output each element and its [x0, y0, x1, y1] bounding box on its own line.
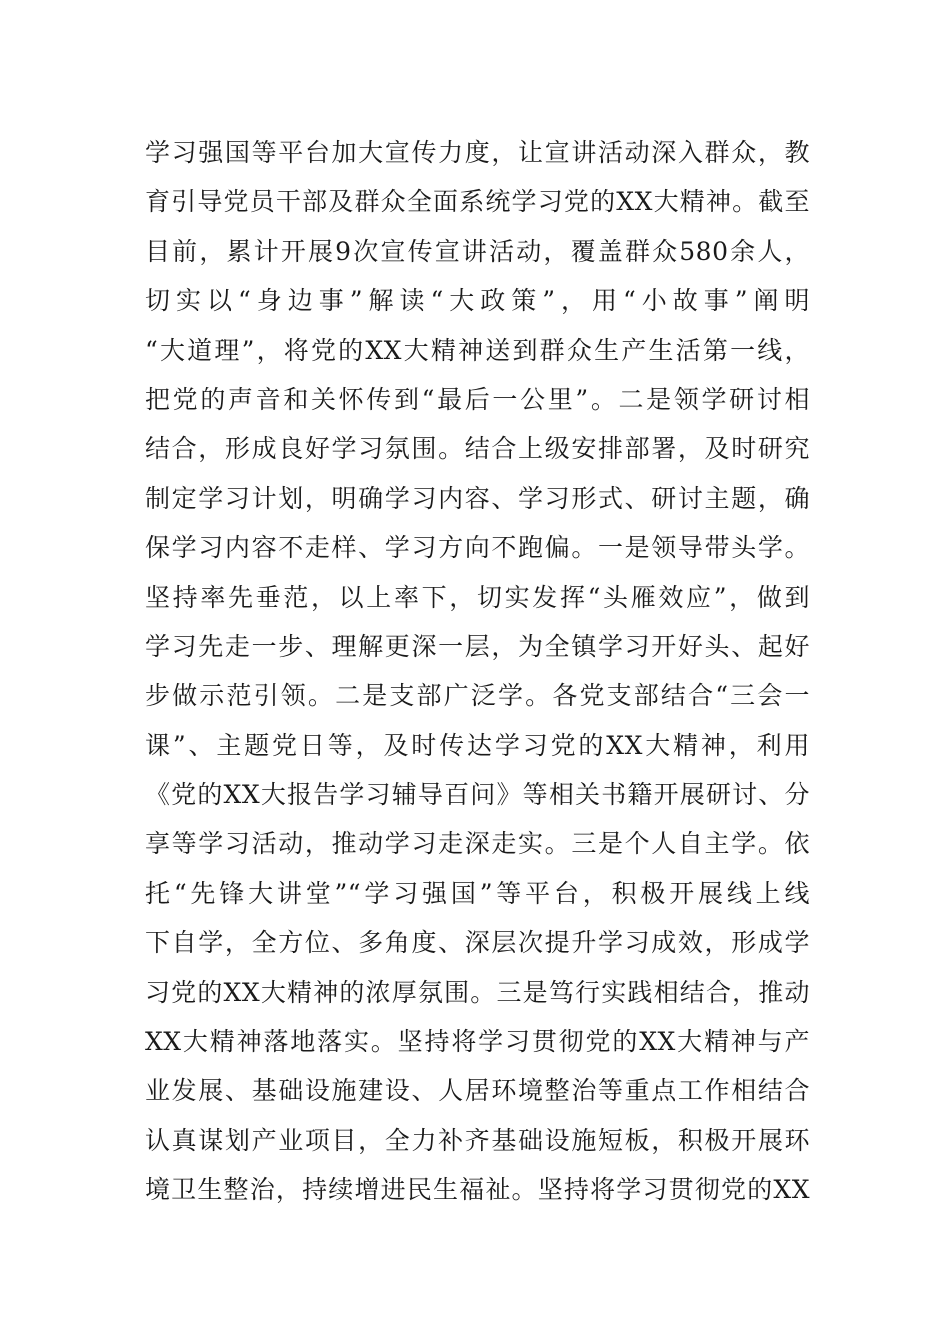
text-line: 境卫生整治，持续增进民生福祉。坚持将学习贯彻党的XX — [145, 1175, 810, 1205]
body-paragraph — [145, 128, 810, 1215]
text-line: 制定学习计划，明确学习内容、学习形式、研讨主题，确 — [145, 483, 810, 513]
text-line: 习党的XX大精神的浓厚氛围。三是笃行实践相结合，推动 — [145, 977, 810, 1007]
text-line: 课”、主题党日等，及时传达学习党的XX大精神，利用 — [145, 730, 810, 760]
text-line: 切实以“身边事”解读“大政策”，用“小故事”阐明 — [145, 286, 810, 316]
text-line: 保学习内容不走样、学习方向不跑偏。一是领导带头学。 — [145, 533, 810, 563]
text-line: 学习强国等平台加大宣传力度，让宣讲活动深入群众，教 — [145, 138, 810, 167]
text-line: 把党的声音和关怀传到“最后一公里”。二是领学研讨相 — [145, 384, 810, 414]
text-line: 学习先走一步、理解更深一层，为全镇学习开好头、起好 — [145, 631, 810, 661]
text-line: 《党的XX大报告学习辅导百问》等相关书籍开展研讨、分 — [145, 780, 810, 810]
text-line: 下自学，全方位、多角度、深层次提升学习成效，形成学 — [145, 928, 810, 958]
text-line: 坚持率先垂范，以上率下，切实发挥“头雁效应”，做到 — [145, 582, 810, 612]
text-line: 享等学习活动，推动学习走深走实。三是个人自主学。依 — [145, 829, 810, 859]
text-line: 目前，累计开展9次宣传宣讲活动，覆盖群众580余人， — [145, 236, 810, 266]
text-line: 步做示范引领。二是支部广泛学。各党支部结合“三会一 — [145, 681, 810, 711]
text-line: 育引导党员干部及群众全面系统学习党的XX大精神。截至 — [145, 187, 810, 217]
text-line: 托“先锋大讲堂”“学习强国”等平台，积极开展线上线 — [145, 878, 810, 908]
text-line: XX大精神落地落实。坚持将学习贯彻党的XX大精神与产 — [145, 1027, 810, 1057]
text-line: 认真谋划产业项目，全力补齐基础设施短板，积极开展环 — [145, 1125, 810, 1155]
text-line: 业发展、基础设施建设、人居环境整治等重点工作相结合 — [145, 1076, 810, 1106]
text-line: 结合，形成良好学习氛围。结合上级安排部署，及时研究 — [145, 434, 810, 464]
text-line: “大道理”，将党的XX大精神送到群众生产生活第一线， — [145, 335, 810, 365]
